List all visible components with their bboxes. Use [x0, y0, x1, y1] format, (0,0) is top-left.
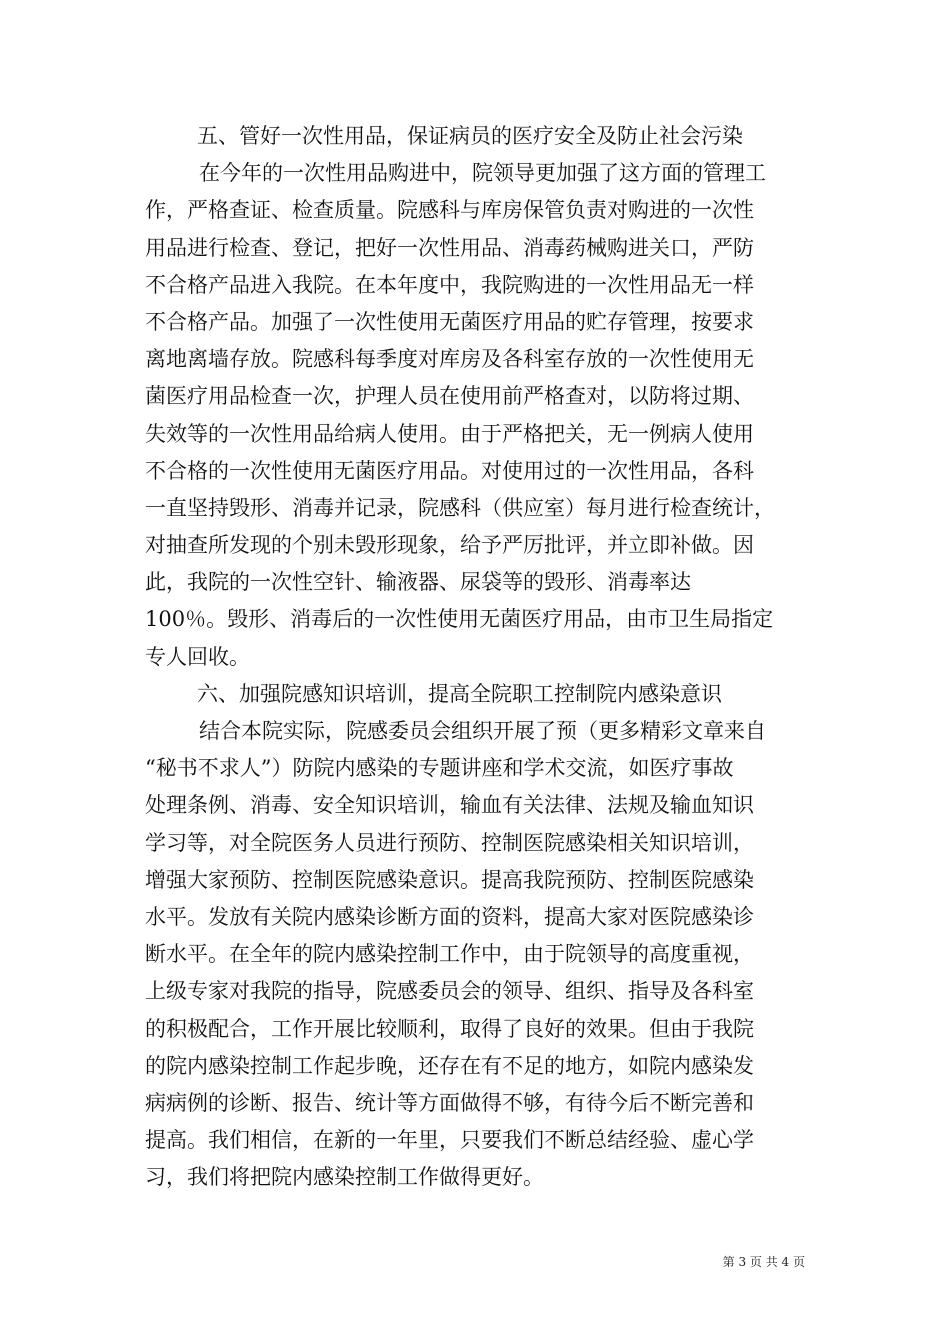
- section-heading-5: 五、管好一次性用品，保证病员的医疗安全及防止社会污染: [197, 124, 743, 148]
- paragraph-line: 不合格的一次性使用无菌医疗用品。对使用过的一次性用品，各科: [145, 458, 754, 483]
- paragraph-line: 增强大家预防、控制医院感染意识。提高我院预防、控制医院感染: [145, 867, 754, 892]
- page-number: 第 3 页 共 4 页: [722, 1255, 805, 1269]
- paragraph-line: 的积极配合，工作开展比较顺利，取得了良好的效果。但由于我院: [145, 1016, 754, 1041]
- paragraph-line: 一直坚持毁形、消毒并记录，院感科（供应室）每月进行检查统计，: [145, 495, 775, 520]
- paragraph-line: 提高。我们相信，在新的一年里，只要我们不断总结经验、虚心学: [145, 1128, 754, 1153]
- paragraph-line: 水平。发放有关院内感染诊断方面的资料，提高大家对医院感染诊: [145, 904, 754, 929]
- paragraph-line: 习，我们将把院内感染控制工作做得更好。: [145, 1165, 544, 1190]
- paragraph-line: 专人回收。: [145, 644, 250, 669]
- paragraph-line: 100％。毁形、消毒后的一次性使用无菌医疗用品，由市卫生局指定: [145, 607, 774, 632]
- paragraph-line: 菌医疗用品检查一次，护理人员在使用前严格查对，以防将过期、: [145, 384, 754, 409]
- paragraph-line: 的院内感染控制工作起步晚，还存在有不足的地方，如院内感染发: [145, 1053, 754, 1078]
- section-heading-6: 六、加强院感知识培训，提高全院职工控制院内感染意识: [197, 681, 722, 706]
- paragraph-line: 上级专家对我院的指导，院感委员会的领导、组织、指导及各科室: [145, 979, 754, 1004]
- paragraph-line: 离地离墙存放。院感科每季度对库房及各科室存放的一次性使用无: [145, 347, 754, 372]
- paragraph-line: 处理条例、消毒、安全知识培训，输血有关法律、法规及输血知识: [145, 793, 754, 818]
- paragraph-line: 不合格产品进入我院。在本年度中，我院购进的一次性用品无一样: [145, 272, 754, 297]
- paragraph-line: 失效等的一次性用品给病人使用。由于严格把关，无一例病人使用: [145, 421, 754, 446]
- paragraph-line: “秘书不求人”）防院内感染的专题讲座和学术交流，如医疗事故: [145, 756, 734, 781]
- paragraph-line: 用品进行检查、登记，把好一次性用品、消毒药械购进关口，严防: [145, 235, 754, 260]
- paragraph-line: 学习等，对全院医务人员进行预防、控制医院感染相关知识培训，: [145, 830, 754, 855]
- paragraph-line: 作，严格查证、检查质量。院感科与库房保管负责对购进的一次性: [145, 198, 754, 223]
- paragraph-line: 此，我院的一次性空针、输液器、尿袋等的毁形、消毒率达: [145, 570, 691, 595]
- document-body: [145, 118, 815, 1196]
- paragraph-line: 断水平。在全年的院内感染控制工作中，由于院领导的高度重视，: [145, 942, 754, 967]
- paragraph-line: 病病例的诊断、报告、统计等方面做得不够，有待今后不断完善和: [145, 1090, 754, 1115]
- paragraph-line: 在今年的一次性用品购进中，院领导更加强了这方面的管理工: [199, 161, 766, 186]
- paragraph-line: 不合格产品。加强了一次性使用无菌医疗用品的贮存管理，按要求: [145, 309, 754, 334]
- paragraph-line: 结合本院实际，院感委员会组织开展了预（更多精彩文章来自: [199, 719, 766, 743]
- paragraph-line: 对抽查所发现的个别未毁形现象，给予严厉批评，并立即补做。因: [145, 533, 754, 558]
